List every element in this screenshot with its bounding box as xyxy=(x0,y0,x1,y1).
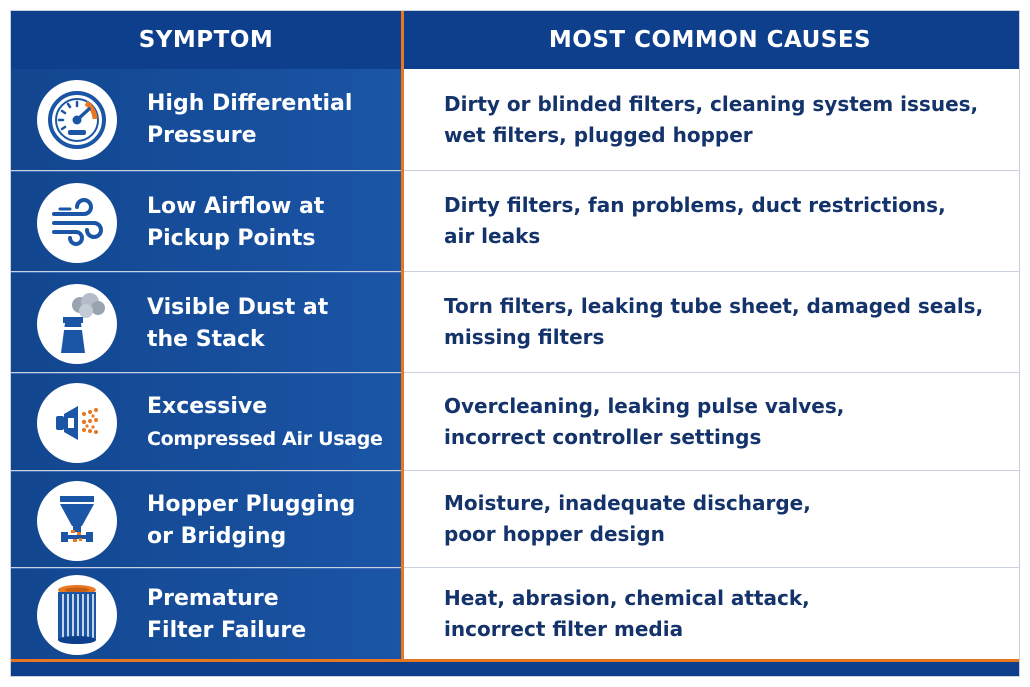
symptom-label: Hopper Plugging or Bridging xyxy=(147,492,356,549)
hopper-icon xyxy=(37,481,117,561)
symptom-label: Premature Filter Failure xyxy=(147,586,307,643)
symptom-cell xyxy=(11,471,401,567)
table-row xyxy=(11,170,1019,271)
causes-column-header: MOST COMMON CAUSES xyxy=(548,27,872,53)
table-row xyxy=(11,372,1019,470)
table-row xyxy=(11,470,1019,567)
symptom-label: Low Airflow at Pickup Points xyxy=(147,194,325,251)
troubleshooting-table xyxy=(10,10,1020,677)
pressure-gauge-icon xyxy=(37,80,117,160)
symptom-column-header: SYMPTOM xyxy=(138,27,274,53)
causes-cell: Dirty or blinded filters, cleaning system issues, wet filters, plugged hopper xyxy=(444,91,979,147)
table-row xyxy=(11,69,1019,170)
symptom-cell xyxy=(11,69,401,170)
symptom-label: Excessive Compressed Air Usage xyxy=(147,394,383,450)
causes-cell: Dirty filters, fan problems, duct restrictions, air leaks xyxy=(444,193,946,248)
table-row xyxy=(11,271,1019,372)
causes-cell: Overcleaning, leaking pulse valves, incorrect controller settings xyxy=(444,393,845,449)
symptom-label: High Differential Pressure xyxy=(147,91,353,148)
table-row xyxy=(11,567,1019,660)
wind-airflow-icon xyxy=(37,183,117,263)
symptom-cell xyxy=(11,373,401,470)
air-nozzle-spray-icon xyxy=(37,383,117,463)
table-body xyxy=(11,69,1019,660)
column-divider xyxy=(401,11,404,659)
causes-cell: Heat, abrasion, chemical attack, incorrect filter media xyxy=(444,586,810,641)
symptom-cell xyxy=(11,568,401,660)
table-header xyxy=(11,11,1019,69)
filter-cartridge-icon xyxy=(37,575,117,655)
smokestack-icon xyxy=(37,284,117,364)
causes-cell: Torn filters, leaking tube sheet, damaged seals, missing filters xyxy=(444,294,984,349)
symptom-cell xyxy=(11,171,401,271)
symptom-label: Visible Dust at the Stack xyxy=(147,295,329,352)
footer-bar xyxy=(11,659,1019,676)
causes-cell: Moisture, inadequate discharge, poor hopper design xyxy=(444,491,811,546)
symptom-cell xyxy=(11,272,401,372)
